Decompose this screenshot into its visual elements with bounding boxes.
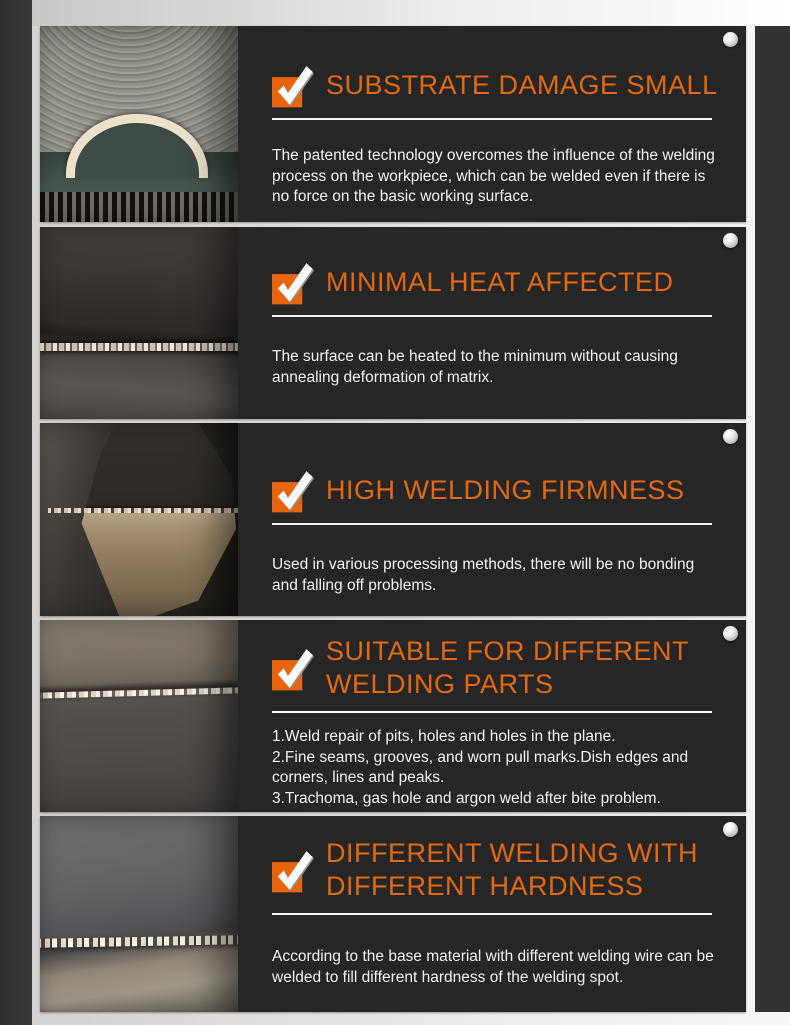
feature-heading-row: [272, 260, 730, 305]
bottom-light-band: [32, 1012, 790, 1025]
feature-heading: [326, 837, 698, 903]
weld-photo-dark-plate: [40, 227, 238, 419]
right-dark-strip: [755, 26, 790, 1012]
feature-description: [272, 727, 724, 809]
checkbox-check-icon: [272, 63, 314, 108]
photo-weld-seam: [40, 935, 238, 948]
description-paragraph: The patented technology overcomes the influence of the welding process on the workpiece, which can be welded even if there is no force on the basic working surface.: [272, 147, 715, 205]
feature-heading: [326, 266, 674, 299]
checkbox-check-icon: [272, 468, 314, 513]
heading-divider: [272, 315, 712, 317]
photo-weld-seam: [40, 343, 238, 351]
photo-weld-seam: [40, 687, 238, 698]
checkbox-check-icon: [272, 646, 314, 691]
heading-line: HIGH WELDING FIRMNESS: [326, 475, 685, 505]
checkbox-check-icon: [272, 260, 314, 305]
feature-description: [272, 555, 724, 596]
weld-photo-disc-edge: [40, 26, 238, 222]
heading-line: SUBSTRATE DAMAGE SMALL: [326, 70, 718, 100]
feature-panel-substrate-damage: [40, 26, 746, 222]
photo-metal-wedge: [40, 423, 238, 616]
description-paragraph: The surface can be heated to the minimum without causing annealing deformation of matrix.: [272, 348, 678, 386]
photo-knurled-edge: [40, 192, 238, 222]
feature-panel-minimal-heat: [40, 227, 746, 419]
checkbox-check-icon: [272, 848, 314, 893]
feature-heading-row: [272, 635, 730, 701]
feature-heading: [326, 635, 689, 701]
heading-line: DIFFERENT HARDNESS: [326, 871, 644, 901]
feature-heading-row: [272, 837, 730, 903]
weld-photo-hardness-spots: [40, 816, 238, 1012]
feature-description: [272, 947, 724, 988]
description-list-item: 2.Fine seams, grooves, and worn pull marks.Dish edges and corners, lines and peaks.: [272, 748, 689, 786]
heading-divider: [272, 711, 712, 713]
heading-line: MINIMAL HEAT AFFECTED: [326, 267, 674, 297]
feature-description: [272, 347, 724, 388]
left-dark-strip: [0, 0, 32, 1025]
description-list-item: 1.Weld repair of pits, holes and holes in the plane.: [272, 728, 616, 745]
weld-photo-repair-plate: [40, 620, 238, 812]
feature-heading-row: [272, 468, 730, 513]
heading-line: DIFFERENT WELDING WITH: [326, 838, 698, 868]
top-light-band: [32, 0, 790, 26]
feature-panel-different-hardness: [40, 816, 746, 1012]
feature-panel-welding-firmness: [40, 423, 746, 616]
photo-background-area: [40, 152, 238, 222]
feature-description: [272, 146, 724, 208]
heading-line: SUITABLE FOR DIFFERENT: [326, 636, 690, 666]
feature-heading: [326, 474, 685, 507]
feature-heading: [326, 69, 718, 102]
weld-photo-wedge-block: [40, 423, 238, 616]
description-paragraph: According to the base material with different welding wire can be welded to fill different hardness of the welding spot.: [272, 948, 714, 986]
description-list-item: 3.Trachoma, gas hole and argon weld after bite problem.: [272, 789, 661, 807]
photo-weld-seam: [48, 508, 238, 513]
heading-divider: [272, 913, 712, 915]
description-paragraph: Used in various processing methods, there will be no bonding and falling off problems.: [272, 556, 695, 594]
photo-weld-bead: [66, 114, 208, 178]
heading-divider: [272, 118, 712, 120]
heading-line: WELDING PARTS: [326, 669, 554, 699]
feature-panel-suitable-parts: [40, 620, 746, 812]
feature-heading-row: [272, 63, 730, 108]
heading-divider: [272, 523, 712, 525]
